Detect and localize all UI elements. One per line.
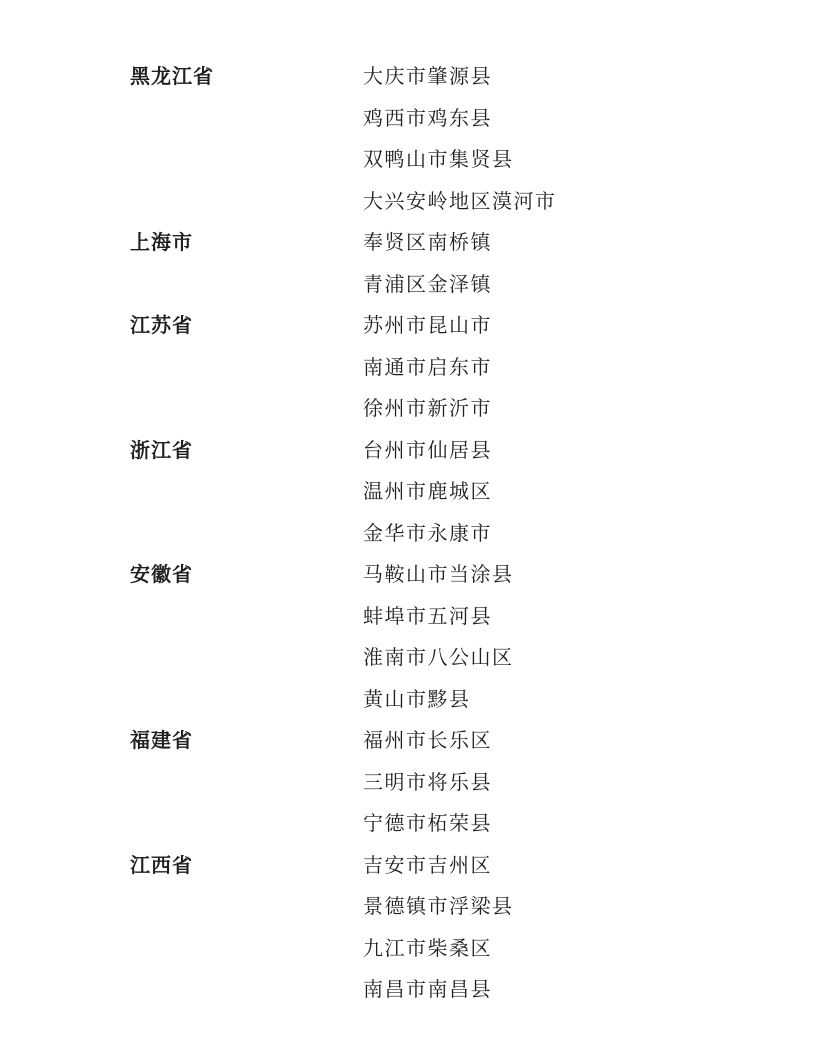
table-row (130, 303, 775, 345)
location-item: 南通市启东市 (363, 354, 492, 379)
location-item: 吉安市吉州区 (363, 852, 492, 877)
province-label: 江西省 (130, 852, 193, 877)
table-row (130, 801, 775, 843)
table-row (130, 469, 775, 511)
table-row (130, 262, 775, 304)
province-label: 江苏省 (130, 313, 193, 338)
location-item: 黄山市黟县 (363, 686, 471, 711)
table-row (130, 635, 775, 677)
table-row (130, 552, 775, 594)
location-item: 温州市鹿城区 (363, 479, 492, 504)
location-item: 宁德市柘荣县 (363, 811, 492, 836)
province-label: 福建省 (130, 728, 193, 753)
location-item: 双鸭山市集贤县 (363, 147, 514, 172)
location-item: 金华市永康市 (363, 520, 492, 545)
location-item: 大庆市肇源县 (363, 64, 492, 89)
location-item: 九江市柴桑区 (363, 935, 492, 960)
table-row (130, 428, 775, 470)
location-item: 淮南市八公山区 (363, 645, 514, 670)
table-row (130, 345, 775, 387)
location-item: 南昌市南昌县 (363, 977, 492, 1002)
location-item: 鸡西市鸡东县 (363, 105, 492, 130)
table-row (130, 843, 775, 885)
location-item: 马鞍山市当涂县 (363, 562, 514, 587)
table-row (130, 511, 775, 553)
location-item: 苏州市昆山市 (363, 313, 492, 338)
table-row (130, 594, 775, 636)
location-item: 青浦区金泽镇 (363, 271, 492, 296)
table-row (130, 718, 775, 760)
table-row (130, 179, 775, 221)
table-row (130, 884, 775, 926)
table-row (130, 54, 775, 96)
location-item: 蚌埠市五河县 (363, 603, 492, 628)
location-item: 福州市长乐区 (363, 728, 492, 753)
location-item: 台州市仙居县 (363, 437, 492, 462)
table-row (130, 220, 775, 262)
province-location-list (130, 54, 775, 1009)
table-row (130, 677, 775, 719)
location-item: 三明市将乐县 (363, 769, 492, 794)
province-label: 浙江省 (130, 437, 193, 462)
province-label: 安徽省 (130, 562, 193, 587)
location-item: 徐州市新沂市 (363, 396, 492, 421)
location-item: 大兴安岭地区漠河市 (363, 188, 557, 213)
table-row (130, 967, 775, 1009)
table-row (130, 96, 775, 138)
province-label: 上海市 (130, 230, 193, 255)
location-item: 奉贤区南桥镇 (363, 230, 492, 255)
table-row (130, 760, 775, 802)
table-row (130, 386, 775, 428)
location-item: 景德镇市浮梁县 (363, 894, 514, 919)
table-row (130, 926, 775, 968)
province-label: 黑龙江省 (130, 64, 214, 89)
table-row (130, 137, 775, 179)
